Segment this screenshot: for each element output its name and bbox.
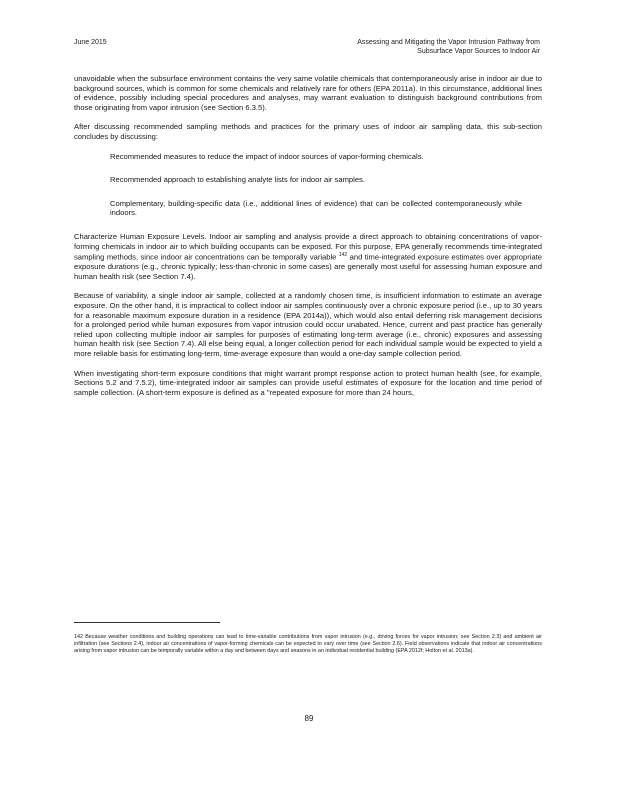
bullet-marker (74, 152, 110, 162)
list-item (74, 199, 542, 218)
footnote: 142 Because weather conditions and building operations can lead to time-variable contributions from vapor intrusion (e.g., driving forces for vapor intrusion; see Section 2.3) and ambient air infiltration (see Sections 2.4), indoor air concentrations of vapor-forming chemicals can be expected to vary over time (see Section 2.6). Field observations indicate that indoor air concentrations arising from vapor intrusion can be temporally variable within a day and between days and seasons in an individual residential building (EPA 2012f; Holton et al. 2013a). (74, 634, 542, 654)
header-title-line1: Assessing and Mitigating the Vapor Intrusion Pathway from (357, 39, 540, 46)
paragraph-variability: Because of variability, a single indoor air sample, collected at a randomly chosen time, is insufficient information to estimate an average exposure. On the other hand, it is impractical to collect indoor air samples continuously over a chronic exposure period (i.e., up to 30 years for a reasonable maximum exposure duration in a residence (EPA 2014a)), which would also entail deferring risk management decisions for a prolonged period while human exposures from vapor intrusion could occur unabated. Hence, current and past practice has generally relied upon collecting multiple indoor air samples for purposes of estimating long-term average (i.e., chronic) exposures and assessing human health risk (see Section 7.4). All else being equal, a longer collection period for each individual sample would be expected to yield a more reliable basis for estimating long-term, time-average exposure than would a one-day sample collection period. (74, 291, 542, 358)
header-title (270, 38, 540, 56)
header-title-line2: Subsurface Vapor Sources to Indoor Air (417, 48, 540, 55)
list-item-text: Recommended measures to reduce the impact of indoor sources of vapor-forming chemicals. (110, 151, 424, 161)
paragraph-characterize-part1: Characterize Human Exposure Levels. Indoor air sampling and analysis provide a direct approach to obtaining concentrations of vapor-forming chemicals in indoor air to which building occupants can be exposed. For this purpose, EPA generally recommends time-integrated sampling methods, since indoor air concentrations can be temporally variable (74, 231, 542, 262)
paragraph-background: unavoidable when the subsurface environment contains the very same volatile chemicals that contemporaneously arise in indoor air due to background sources, which is common for some chemicals and relatively rare for others (EPA 2011a). In this circumstance, additional lines of evidence, possibly including special procedures and analyses, may warrant evaluation to distinguish background contributions from those originating from vapor intrusion (see Section 6.3.5). (74, 74, 542, 112)
list-item-text: Complementary, building-specific data (i.e., additional lines of evidence) that can be collected contemporaneously while indoors. (110, 198, 522, 218)
bullet-marker (74, 175, 110, 185)
page-number: 89 (304, 714, 314, 723)
header-date: June 2015 (74, 39, 107, 46)
paragraph-characterize-part2: and time-integrated exposure estimates over appropriate exposure durations (e.g., chronic typically; less-than-chronic in some cases) are generally most useful for assessing human exposure and human health risk (see Section 7.4). (74, 252, 543, 281)
list-item (74, 152, 542, 162)
bullet-list (74, 152, 542, 218)
paragraph-short-term: When investigating short-term exposure conditions that might warrant prompt response action to protect human health (see, for example, Sections 5.2 and 7.5.2), time-integrated indoor air samples can provide useful estimates of exposure for the location and time period of sample collection. (A short-term exposure is defined as a "repeated exposure for more than 24 hours, (74, 368, 542, 397)
list-item-text: Recommended approach to establishing analyte lists for indoor air samples. (110, 175, 365, 185)
list-item (74, 175, 542, 185)
paragraph-intro: After discussing recommended sampling methods and practices for the primary uses of indoor air sampling data, this sub-section concludes by discussing: (74, 122, 542, 141)
body-text (74, 74, 542, 407)
footnote-divider (74, 622, 220, 623)
paragraph-characterize-exposure (74, 232, 542, 282)
bullet-marker (74, 199, 110, 218)
footnote-reference[interactable]: 142 (338, 252, 348, 259)
